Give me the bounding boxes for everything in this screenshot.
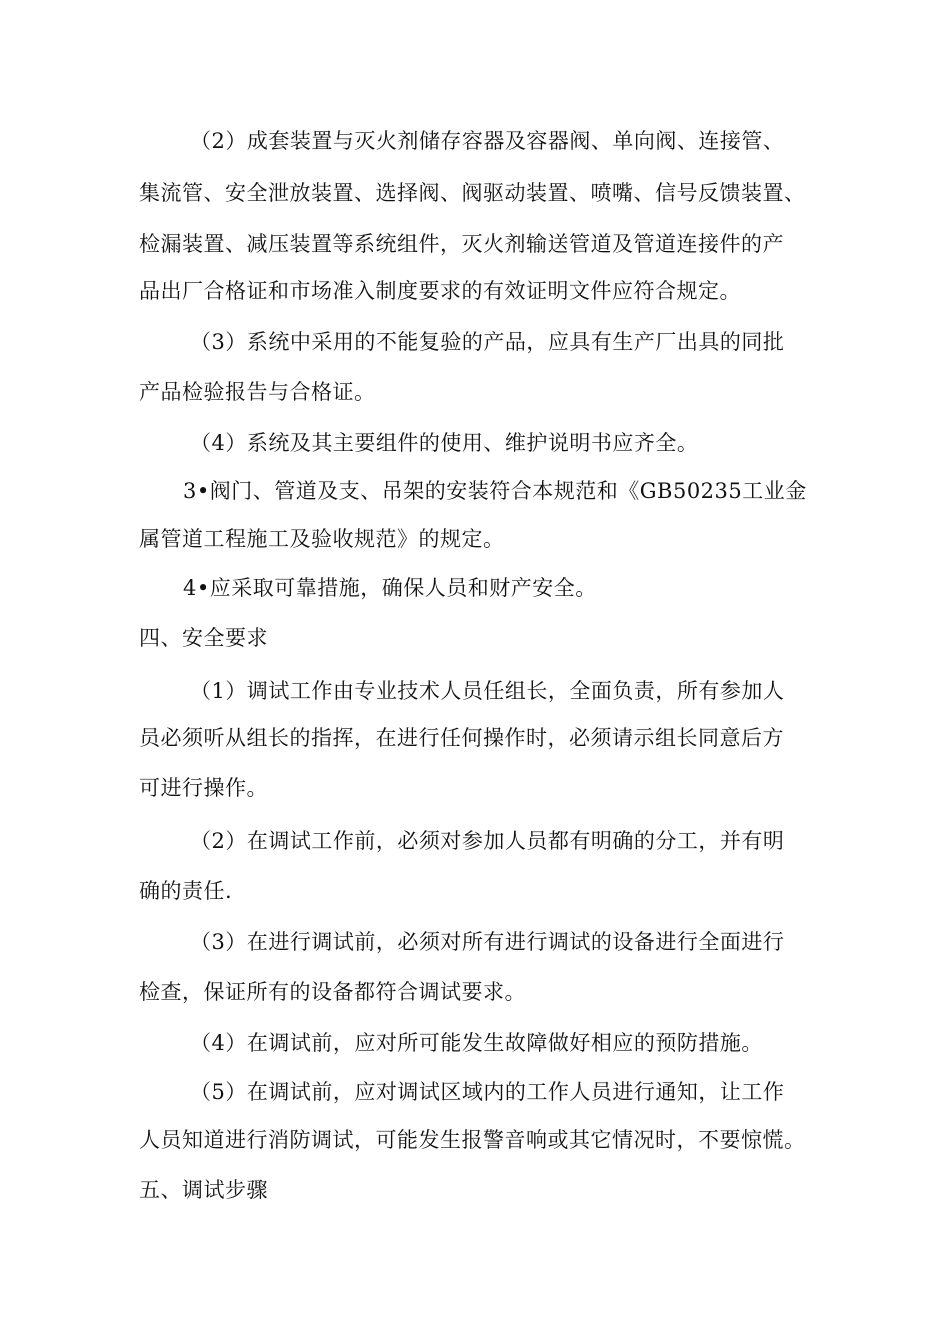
- text-line: 属管道工程施工及验收规范》的规定。: [139, 527, 505, 551]
- section-heading: 四、安全要求: [139, 626, 268, 650]
- text-line: 确的责任.: [139, 879, 233, 903]
- text-line: 产品检验报告与合格证。: [139, 380, 376, 404]
- text-line: （2）在调试工作前，必须对参加人员都有明确的分工，并有明: [190, 829, 785, 853]
- text-line: 3•阀门、管道及支、吊架的安装符合本规范和《GB50235工业金: [183, 479, 807, 503]
- text-line: （3）系统中采用的不能复验的产品，应具有生产厂出具的同批: [190, 330, 785, 354]
- text-line: 4•应采取可靠措施，确保人员和财产安全。: [183, 576, 597, 600]
- text-line: 检漏装置、减压装置等系统组件，灭火剂输送管道及管道连接件的产: [139, 232, 784, 256]
- text-line: （5）在调试前，应对调试区域内的工作人员进行通知，让工作: [190, 1080, 785, 1104]
- section-heading: 五、调试步骤: [139, 1178, 268, 1202]
- text-line: 品出厂合格证和市场准入制度要求的有效证明文件应符合规定。: [139, 279, 741, 303]
- text-line: 集流管、安全泄放装置、选择阀、阀驱动装置、喷嘴、信号反馈装置、: [139, 181, 806, 205]
- text-line: （1）调试工作由专业技术人员任组长，全面负责，所有参加人: [190, 679, 785, 703]
- text-line: （2）成套装置与灭火剂储存容器及容器阀、单向阀、连接管、: [190, 129, 785, 153]
- text-line: （4）在调试前，应对所可能发生故障做好相应的预防措施。: [190, 1031, 763, 1055]
- text-line: 检查，保证所有的设备都符合调试要求。: [139, 980, 526, 1004]
- text-line: 员必须听从组长的指挥，在进行任何操作时，必须请示组长同意后方: [139, 726, 784, 750]
- text-line: 可进行操作。: [139, 776, 268, 800]
- text-line: （3）在进行调试前，必须对所有进行调试的设备进行全面进行: [190, 930, 785, 954]
- text-line: 人员知道进行消防调试，可能发生报警音响或其它情况时，不要惊慌。: [139, 1128, 806, 1152]
- text-line: （4）系统及其主要组件的使用、维护说明书应齐全。: [190, 431, 699, 455]
